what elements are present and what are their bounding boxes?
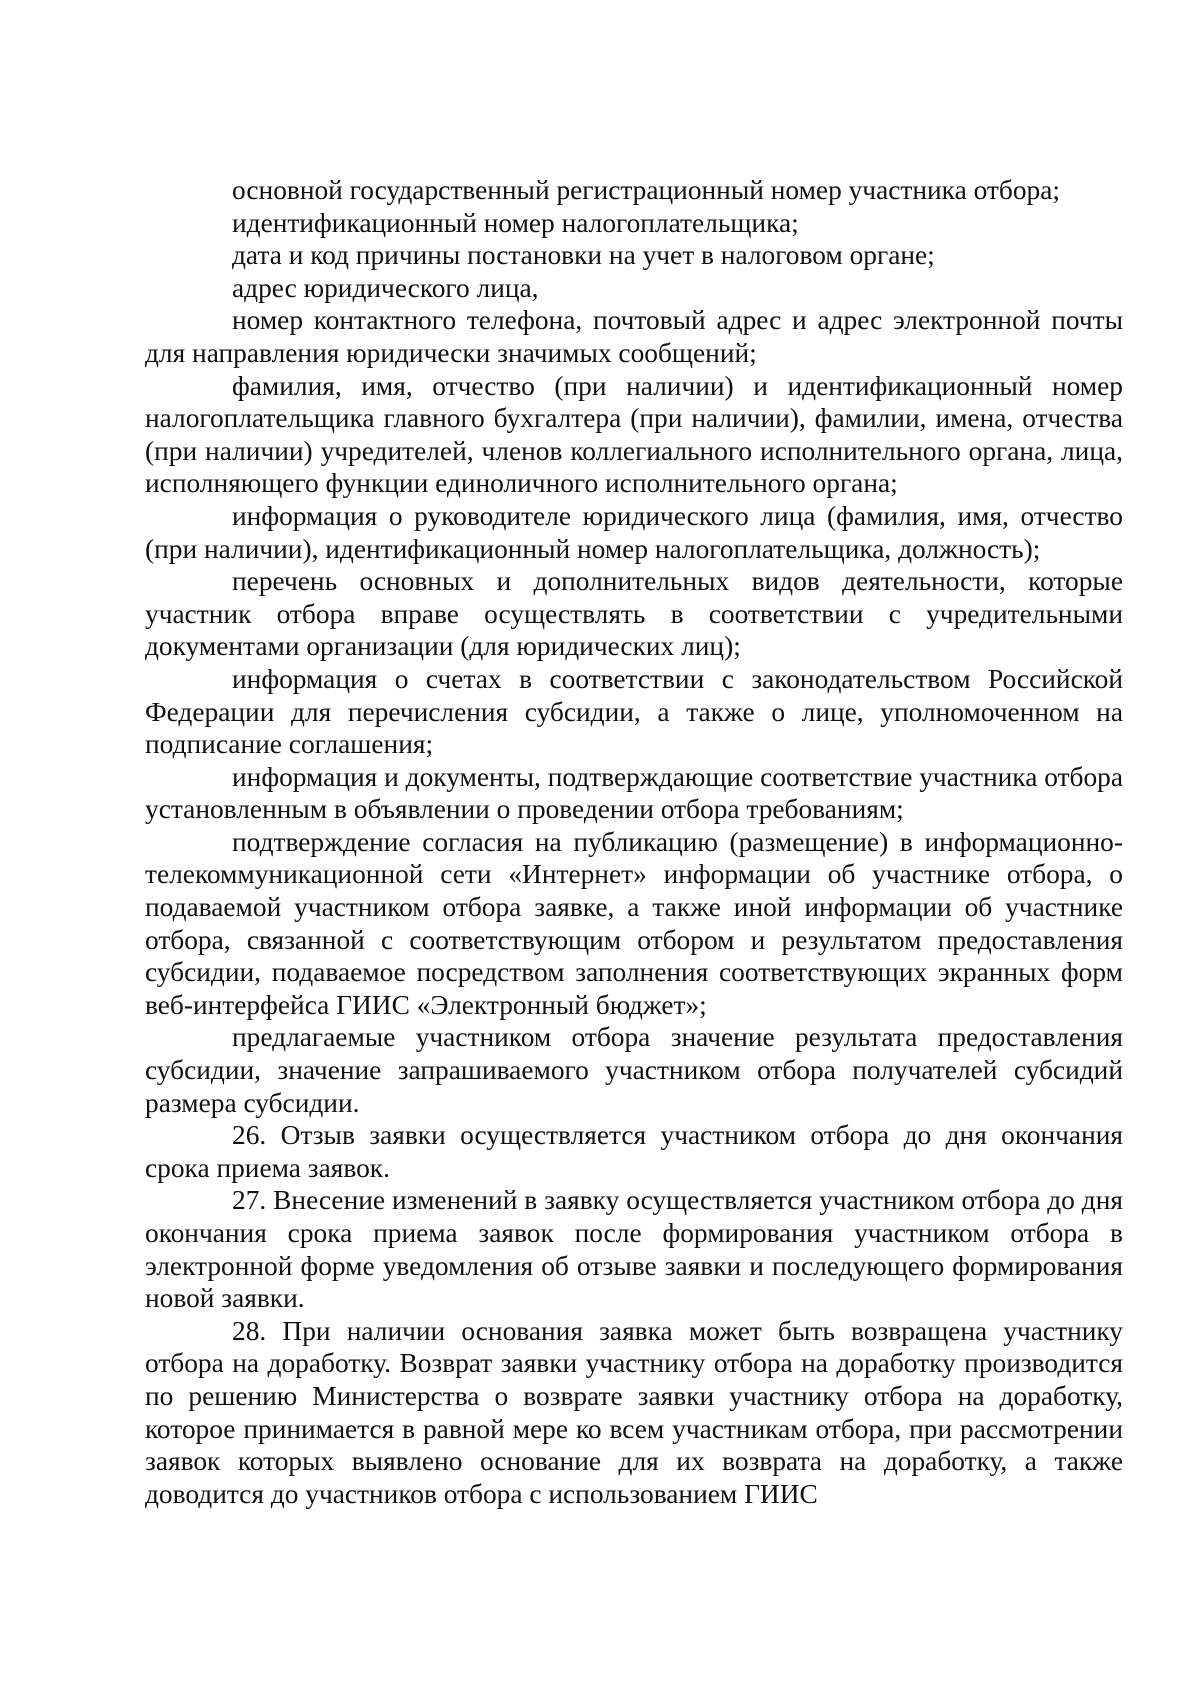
paragraph-item-28: 28. При наличии основания заявка может быть возвращена участнику отбора на доработку. Возврат заявки участнику отбора на доработку производится по решению Министерства о возврате заявки участнику отбора на доработку, которое принимается в равной мере ко всем участникам отбора, при рассмотрении заявок которых выявлено основание для их возврата на доработку, а также доводится до участников отбора с использованием ГИИС [145, 1315, 1123, 1509]
paragraph-inn: идентификационный номер налогоплательщика; [232, 207, 799, 238]
paragraph-contacts: номер контактного телефона, почтовый адрес и адрес электронной почты для направления юридически значимых сообщений; [145, 305, 1123, 368]
paragraph-ogrn: основной государственный регистрационный номер участника отбора; [232, 175, 1060, 205]
paragraph-accounts: информация о счетах в соответствии с законодательством Российской Федерации для перечисления субсидии, а также о лице, уполномоченном на подписание соглашения; [145, 663, 1123, 760]
paragraph-compliance-docs: информация и документы, подтверждающие соответствие участника отбора установленным в объявлении о проведении отбора требованиям; [145, 761, 1123, 825]
document-body [145, 174, 1123, 1510]
paragraph-accountant-founders: фамилия, имя, отчество (при наличии) и идентификационный номер налогоплательщика главного бухгалтера (при наличии), фамилии, имена, отчества (при наличии) учредителей, членов коллегиального исполнительного органа, лица, исполняющего функции единоличного исполнительного органа; [145, 370, 1123, 499]
paragraph-item-26: 26. Отзыв заявки осуществляется участником отбора до дня окончания срока приема заявок. [145, 1120, 1123, 1183]
paragraph-kpp-date: дата и код причины постановки на учет в налоговом органе; [232, 240, 935, 271]
paragraph-legal-address: адрес юридического лица, [232, 272, 539, 303]
paragraph-result-values: предлагаемые участником отбора значение результата предоставления субсидии, значение запрашиваемого участником отбора получателей субсидий размера субсидии. [145, 1022, 1123, 1118]
paragraph-publication-consent: подтверждение согласия на публикацию (размещение) в информационно-телекоммуникационной сети «Интернет» информации об участнике отбора, о подаваемой участником отбора заявке, а также иной информации об участнике отбора, связанной с соответствующим отбором и результатом предоставления субсидии, подаваемое посредством заполнения соответствующих экранных форм веб-интерфейса ГИИС «Электронный бюджет»; [145, 826, 1123, 1020]
paragraph-item-27: 27. Внесение изменений в заявку осуществляется участником отбора до дня окончания срока приема заявок после формирования участником отбора в электронной форме уведомления об отзыве заявки и последующего формирования новой заявки. [145, 1185, 1123, 1314]
paragraph-head-info: информация о руководителе юридического лица (фамилия, имя, отчество (при наличии), идентификационный номер налогоплательщика, должность); [145, 500, 1123, 564]
paragraph-activities: перечень основных и дополнительных видов деятельности, которые участник отбора вправе осуществлять в соответствии с учредительными документами организации (для юридических лиц); [145, 566, 1123, 662]
